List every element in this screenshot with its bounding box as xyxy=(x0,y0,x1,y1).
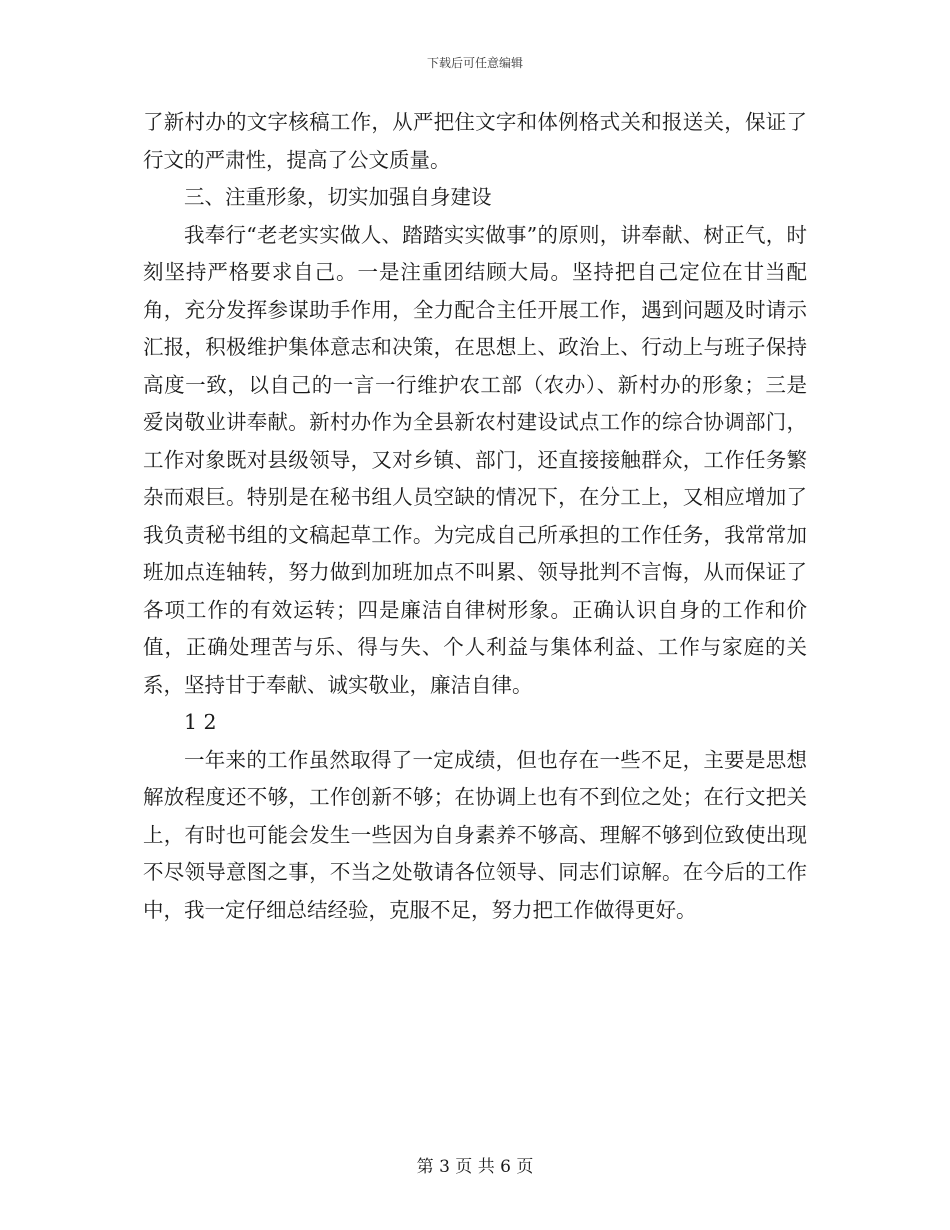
page-number-footer: 第 3 页 共 6 页 xyxy=(416,1157,534,1177)
paragraph-shortcomings: 一年来的工作虽然取得了一定成绩，但也存在一些不足，主要是思想解放程度还不够，工作创新不够；在协调上也有不到位之处；在行文把关上，有时也可能会发生一些因为自身素养不够高、理解不够到位致使出现不尽领导意图之事，不当之处敬请各位领导、同志们谅解。在今后的工作中，我一定仔细总结经验，克服不足，努力把工作做得更好。 xyxy=(143,747,807,922)
page-header: 下载后可任意编辑 xyxy=(426,56,523,70)
paragraph-number-marker: 1 2 xyxy=(184,710,217,734)
paragraph-continuation: 了新村办的文字核稿工作，从严把住文字和体例格式关和报送关，保证了行文的严肃性，提高了公文质量。 xyxy=(143,110,807,172)
document-body xyxy=(143,104,807,929)
section-heading: 三、注重形象，切实加强自身建设 xyxy=(184,185,492,209)
paragraph-self-discipline: 我奉行“老老实实做人、踏踏实实做事”的原则，讲奉献、树正气，时刻坚持严格要求自己。一是注重团结顾大局。坚持把自己定位在甘当配角，充分发挥参谋助手作用，全力配合主任开展工作，遇到问题及时请示汇报，积极维护集体意志和决策，在思想上、政治上、行动上与班子保持高度一致，以自己的一言一行维护农工部（农办）、新村办的形象；三是爱岗敬业讲奉献。新村办作为全县新农村建设试点工作的综合协调部门，工作对象既对县级领导，又对乡镇、部门，还直接接触群众，工作任务繁杂而艰巨。特别是在秘书组人员空缺的情况下，在分工上，又相应增加了我负责秘书组的文稿起草工作。为完成自己所承担的工作任务，我常常加班加点连轴转，努力做到加班加点不叫累、领导批判不言悔，从而保证了各项工作的有效运转；四是廉洁自律树形象。正确认识自身的工作和价值，正确处理苦与乐、得与失、个人利益与集体利益、工作与家庭的关系，坚持甘于奉献、诚实敬业，廉洁自律。 xyxy=(143,222,807,697)
